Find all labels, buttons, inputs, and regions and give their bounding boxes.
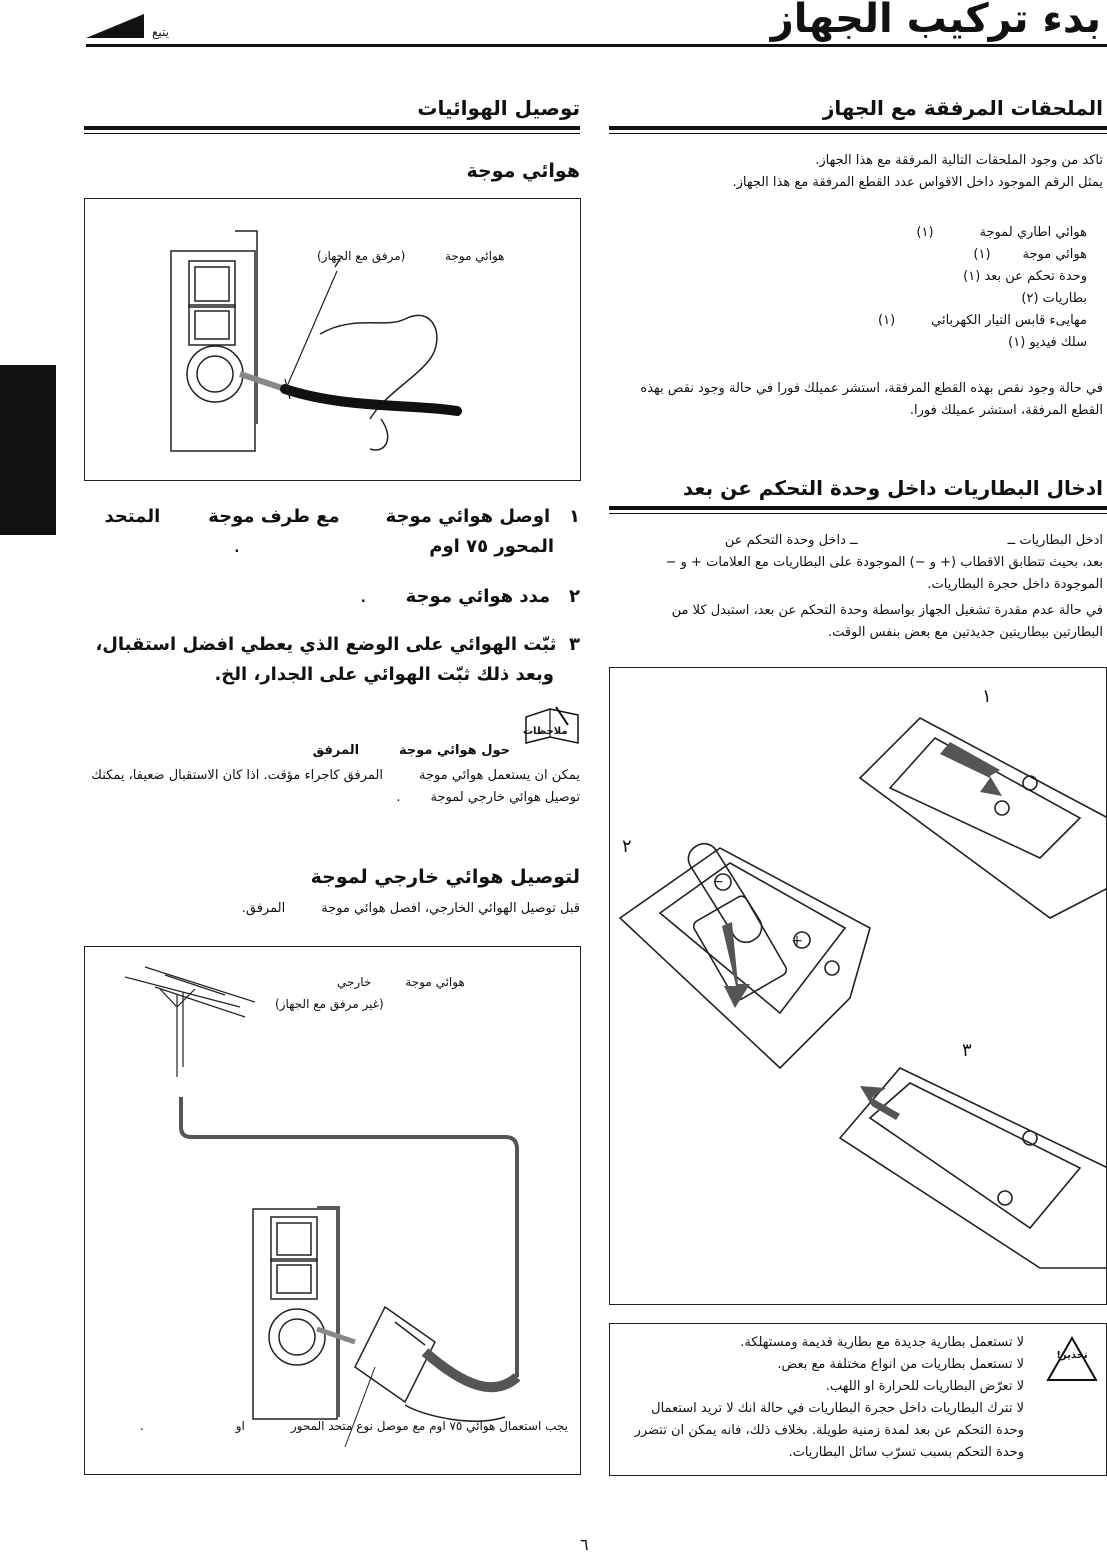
- continued-arrow-icon: [86, 12, 148, 42]
- fm-antenna-drawing: [85, 199, 582, 482]
- figure-step-3-label: ٣: [962, 1040, 972, 1061]
- caution-line: لا تعرّض البطاريات للحرارة او اللهب.: [825, 1379, 1024, 1394]
- batteries-text: بعد، بحيث تتطابق الاقطاب (+ و −) الموجودة على البطاريات مع العلامات + و − الموجودة داخل حجرة البطاريات.: [665, 555, 1103, 592]
- step-3: ٣ ثبّت الهوائي على الوضع الذي يعطي افضل استقبال، وبعد ذلك ثبّت الهوائي على الجدار، الخ.: [95, 634, 580, 685]
- side-tab: [0, 365, 56, 535]
- caution-line: لا تستعمل بطاريات من انواع مختلفة مع بعض.: [777, 1357, 1024, 1372]
- caution-lines: [624, 1332, 1024, 1464]
- step-3-number: ٣: [569, 634, 580, 655]
- notes-line-2: توصيل هوائي خارجي لموجة.: [396, 790, 580, 805]
- accessories-intro-1: تاكد من وجود الملحقات التالية المرفقة مع هذا الجهاز.: [815, 153, 1103, 168]
- fig2-label-antenna: هوائي موجةخارجي: [337, 975, 465, 989]
- fig1-label-antenna: هوائي موجة: [445, 249, 505, 263]
- accessories-heading: الملحقات المرفقة مع الجهاز: [822, 96, 1103, 120]
- accessory-item: بطاريات (٢): [1021, 291, 1087, 306]
- notes-line-1: يمكن ان يستعمل هوائي موجةالمرفق كاجراء مؤقت. اذا كان الاستقبال ضعيفا، يمكنك: [91, 768, 580, 783]
- svg-text:−: −: [712, 874, 724, 890]
- accessories-missing-note: في حالة وجود نقص بهذه القطع المرفقة، استشر عميلك فورا في حالة وجود نقص بهذه القطع المرفقة، استشر عميلك فورا.: [640, 381, 1103, 418]
- batteries-rule-thick: [609, 506, 1107, 510]
- fm-antenna-heading: هوائي موجة: [466, 160, 580, 182]
- outdoor-antenna-heading: لتوصيل هوائي خارجي لموجة: [310, 866, 580, 888]
- accessory-item: مهايىء قابس التيار الكهربائي(١): [878, 313, 1087, 328]
- continued-label: يتبع: [152, 25, 169, 39]
- fig2-label-not-supplied: (غير مرفق مع الجهاز): [275, 997, 384, 1011]
- figure-step-1-label: ١: [982, 686, 992, 707]
- fm-antenna-figure: [84, 198, 581, 481]
- accessory-item: هوائي موجة(١): [973, 247, 1087, 262]
- caution-line: لا تترك البطاريات داخل حجرة البطاريات في حالة انك لا تريد استعمال وحدة التحكم عن بعد لمدة زمنية طويلة. بخلاف ذلك، فانه يمكن ان تتضرر وحدة التحكم بسبب تسرّب سائل البطاريات.: [634, 1401, 1024, 1460]
- accessory-item: سلك فيديو (١): [1008, 335, 1087, 350]
- notes-label: ملاحظات: [523, 726, 568, 737]
- notes-title: حول هوائي موجةالمرفق: [312, 743, 510, 758]
- step-1: ١ اوصل هوائي موجةمع طرف موجةالمتحد المحور ٧٥ اوم.: [104, 506, 580, 557]
- header-rule: [86, 44, 1107, 47]
- antennas-rule-thick: [84, 126, 580, 130]
- outdoor-antenna-figure: [84, 946, 581, 1475]
- battery-figure: [609, 667, 1107, 1305]
- step-2: ٢ مدد هوائي موجة.: [360, 586, 580, 607]
- batteries-line-1: ادخل البطاريات ــــ داخل وحدة التحكم عن: [724, 533, 1103, 548]
- accessories-intro-2: يمثل الرقم الموجود داخل الاقواس عدد القطع المرفقة مع هذا الجهاز.: [732, 175, 1103, 190]
- antennas-heading: توصيل الهوائيات: [417, 96, 580, 120]
- accessory-item: هوائي اطاري لموجة(١): [916, 225, 1087, 240]
- batteries-heading: ادخال البطاريات داخل وحدة التحكم عن بعد: [682, 476, 1103, 500]
- batteries-rule-thin: [609, 513, 1107, 514]
- caution-box: [609, 1323, 1107, 1476]
- batteries-text-2: في حالة عدم مقدرة تشغيل الجهاز بواسطة وحدة التحكم عن بعد، استبدل كلا من البطارتين ببطاريتين جديدتين مع بعض بنفس الوقت.: [671, 603, 1103, 640]
- page-number: ٦: [580, 1535, 589, 1554]
- accessory-item: وحدة تحكم عن بعد (١): [963, 269, 1087, 284]
- antennas-rule-thin: [84, 133, 580, 134]
- figure-step-2-label: ٢: [622, 836, 632, 857]
- accessories-rule-thick: [609, 126, 1107, 130]
- remote-control-drawing: [610, 668, 1107, 1306]
- accessories-list: [807, 222, 1087, 354]
- fig1-label-supplied: (مرفق مع الجهاز): [317, 249, 406, 263]
- page-title: بدء تركيب الجهاز: [770, 0, 1101, 42]
- accessories-rule-thin: [609, 133, 1107, 134]
- outdoor-antenna-drawing: [85, 947, 582, 1476]
- step-1-number: ١: [569, 506, 580, 527]
- step-2-number: ٢: [569, 586, 580, 607]
- outdoor-antenna-text: قبل توصيل الهوائي الخارجي، افصل هوائي موجةالمرفق.: [241, 901, 580, 916]
- fig2-caption: يجب استعمال هوائي ٧٥ اوم مع موصل نوع متحد المحوراو.: [139, 1419, 568, 1433]
- caution-line: لا تستعمل بطارية جديدة مع بطارية قديمة ومستهلكة.: [740, 1335, 1024, 1350]
- svg-text:+: +: [791, 933, 803, 949]
- caution-label: تحذير!: [1056, 1350, 1088, 1361]
